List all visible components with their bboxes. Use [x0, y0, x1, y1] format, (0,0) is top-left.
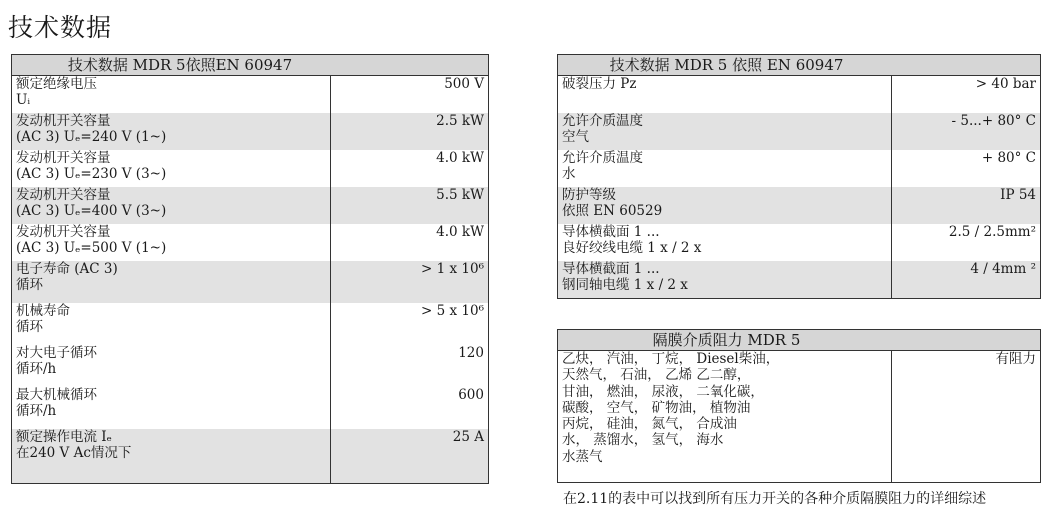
- row-label: 导体横截面 1 ... 钢同轴电缆 1 x / 2 x: [558, 261, 892, 299]
- table-row: [558, 113, 1041, 150]
- row-value: > 1 x 10⁶: [331, 261, 489, 303]
- media-list: 乙炔， 汽油， 丁烷， Diesel柴油， 天然气， 石油， 乙烯 乙二醇， 甘油， 燃油， 尿液， 二氧化碳， 碳酸， 空气， 矿物油， 植物油 丙烷， 硅油， 氮气， 合成油 水， 蒸馏水， 氢气， 海水 水蒸气: [562, 351, 780, 465]
- row-label: 发动机开关容量 (AC 3) Uₑ=240 V (1~): [12, 113, 331, 150]
- technical-data-table-left: [11, 54, 489, 484]
- row-value: IP 54: [892, 187, 1041, 224]
- table-row: [12, 150, 489, 187]
- table-row: [558, 351, 1041, 483]
- row-value: 600: [331, 387, 489, 429]
- table-header: 技术数据 MDR 5 依照 EN 60947: [558, 55, 1041, 76]
- row-value: 25 A: [331, 429, 489, 484]
- table-row: [12, 76, 489, 114]
- row-label: 导体横截面 1 ... 良好绞线电缆 1 x / 2 x: [562, 224, 702, 256]
- row-label: 机械寿命 循环: [16, 303, 70, 335]
- table-row: [558, 150, 1041, 187]
- row-label: 电子寿命 (AC 3) 循环: [12, 261, 331, 303]
- row-value: 4.0 kW: [331, 224, 489, 261]
- row-value: 4.0 kW: [331, 150, 489, 187]
- row-value: 5.5 kW: [331, 187, 489, 224]
- row-value: + 80° C: [892, 150, 1041, 187]
- row-label: 允许介质温度 空气: [558, 113, 892, 150]
- table-row: [12, 429, 489, 484]
- table-row: [12, 113, 489, 150]
- resistance-value: 有阻力: [892, 351, 1041, 483]
- row-label: 防护等级 依照 EN 60529: [558, 187, 892, 224]
- table-header: 隔膜介质阻力 MDR 5: [558, 330, 1041, 351]
- row-value: - 5...+ 80° C: [892, 113, 1041, 150]
- media-resistance-table: [557, 329, 1041, 483]
- row-label: 额定操作电流 Iₑ 在240 V Ac情况下: [12, 429, 331, 484]
- row-label: 最大机械循环 循环/h: [16, 387, 97, 419]
- table-header: 技术数据 MDR 5依照EN 60947: [12, 55, 489, 76]
- table-row: [12, 303, 489, 345]
- table-row: [12, 387, 489, 429]
- table-row: [558, 224, 1041, 261]
- technical-data-table-right: [557, 54, 1041, 299]
- row-value: 2.5 / 2.5mm²: [892, 224, 1041, 261]
- row-label: 允许介质温度 水: [562, 150, 643, 182]
- row-label: 破裂压力 Pz: [562, 76, 637, 92]
- row-label: 发动机开关容量 (AC 3) Uₑ=400 V (3~): [12, 187, 331, 224]
- row-value: > 40 bar: [892, 76, 1041, 114]
- row-label: 额定绝缘电压 Uᵢ: [16, 76, 97, 108]
- row-value: 120: [331, 345, 489, 387]
- table-row: [558, 261, 1041, 299]
- table-row: [558, 76, 1041, 114]
- table-row: [558, 187, 1041, 224]
- row-label: 对大电子循环 循环/h: [16, 345, 97, 377]
- row-label: 发动机开关容量 (AC 3) Uₑ=500 V (1~): [16, 224, 167, 256]
- table-row: [12, 224, 489, 261]
- row-value: 2.5 kW: [331, 113, 489, 150]
- row-value: > 5 x 10⁶: [331, 303, 489, 345]
- table-row: [12, 345, 489, 387]
- page-title: 技术数据: [8, 13, 113, 42]
- footnote: 在2.11的表中可以找到所有压力开关的各种介质隔膜阻力的详细综述: [563, 491, 987, 507]
- row-label: 发动机开关容量 (AC 3) Uₑ=230 V (3~): [16, 150, 167, 182]
- table-row: [12, 187, 489, 224]
- table-row: [12, 261, 489, 303]
- row-value: 4 / 4mm ²: [892, 261, 1041, 299]
- row-value: 500 V: [331, 76, 489, 114]
